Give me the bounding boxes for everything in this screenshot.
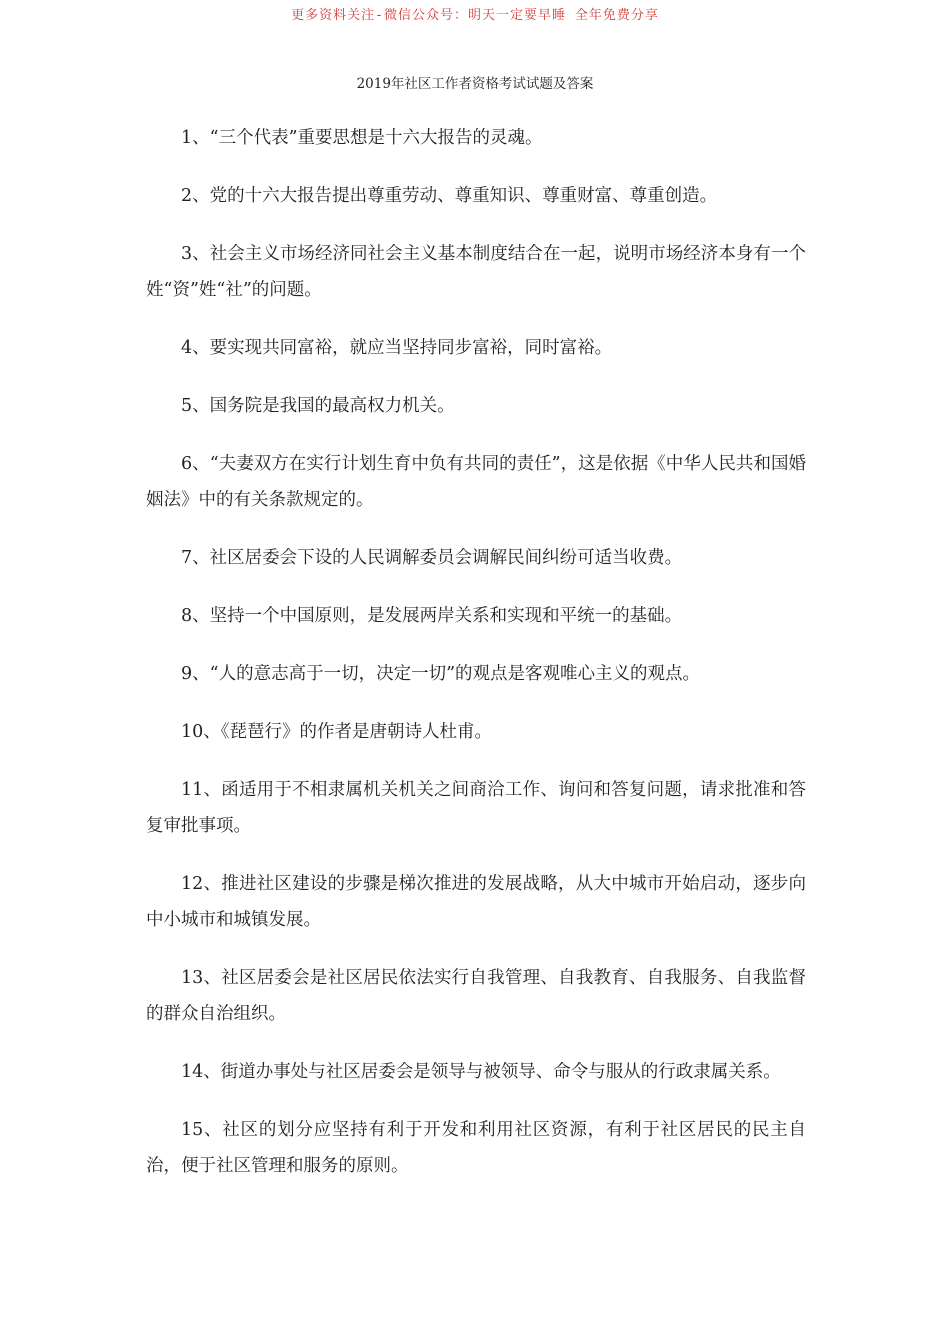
- question-item-7: 7、社区居委会下设的人民调解委员会调解民间纠纷可适当收费。: [181, 548, 683, 568]
- question-item-4: 4、要实现共同富裕，就应当坚持同步富裕，同时富裕。: [181, 338, 613, 358]
- question-item-1: 1、“三个代表”重要思想是十六大报告的灵魂。: [181, 128, 543, 148]
- question-item-8: 8、坚持一个中国原则，是发展两岸关系和实现和平统一的基础。: [181, 606, 683, 626]
- promo-banner: 更多资料关注-微信公众号：明天一定要早睡 全年免费分享: [291, 8, 659, 23]
- question-item-15: 15、社区的划分应坚持有利于开发和利用社区资源，有利于社区居民的民主自治，便于社区管理和服务的原则。: [146, 1120, 806, 1176]
- question-item-14: 14、街道办事处与社区居委会是领导与被领导、命令与服从的行政隶属关系。: [181, 1062, 781, 1082]
- question-item-6: 6、“夫妻双方在实行计划生育中负有共同的责任”，这是依据《中华人民共和国婚姻法》中的有关条款规定的。: [146, 454, 806, 510]
- question-item-9: 9、“人的意志高于一切，决定一切”的观点是客观唯心主义的观点。: [181, 664, 701, 684]
- document-title: 2019年社区工作者资格考试试题及答案: [356, 76, 594, 92]
- question-item-11: 11、函适用于不相隶属机关机关之间商洽工作、询问和答复问题，请求批准和答复审批事项。: [146, 780, 806, 836]
- question-item-2: 2、党的十六大报告提出尊重劳动、尊重知识、尊重财富、尊重创造。: [181, 186, 718, 206]
- question-item-12: 12、推进社区建设的步骤是梯次推进的发展战略，从大中城市开始启动，逐步向中小城市和城镇发展。: [146, 874, 806, 930]
- question-item-10: 10、《琵琶行》的作者是唐朝诗人杜甫。: [181, 722, 493, 742]
- question-list: [146, 120, 806, 1206]
- question-item-13: 13、社区居委会是社区居民依法实行自我管理、自我教育、自我服务、自我监督的群众自治组织。: [146, 968, 806, 1024]
- question-item-3: 3、社会主义市场经济同社会主义基本制度结合在一起，说明市场经济本身有一个姓“资”姓“社”的问题。: [146, 244, 806, 300]
- question-item-5: 5、国务院是我国的最高权力机关。: [181, 396, 455, 416]
